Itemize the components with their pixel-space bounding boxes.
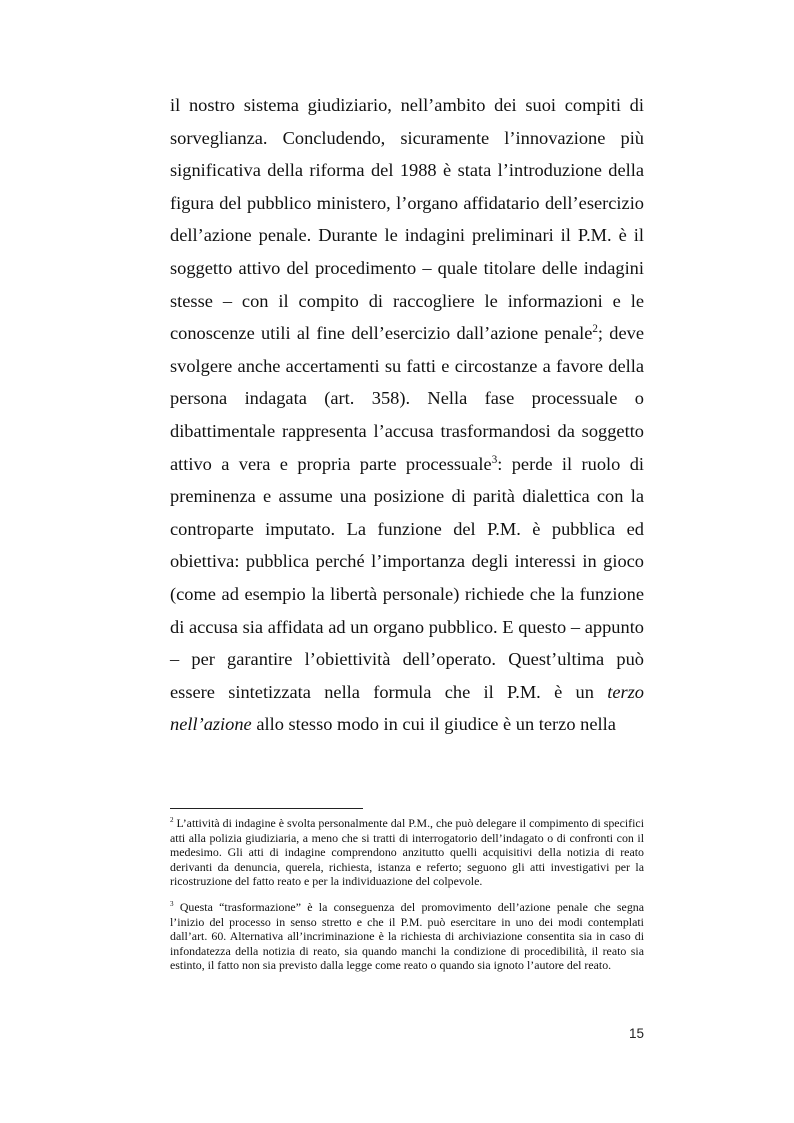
footnote-number: 3 <box>170 900 174 908</box>
page-number: 15 <box>628 1026 644 1041</box>
footnote-text: L’attività di indagine è svolta personalmente dal P.M., che può delegare il compimento di specifici atti alla polizia giudiziaria, a meno che si tratti di interrogatorio dell’indagato o di confronti con il medesimo. Gli atti di indagine comprendono anzitutto quelli acquisitivi della notizia di reato derivanti da denuncia, querela, richiesta, istanza e referto; seguono gli atti investigativi per la ricostruzione del fatto reato e per la individuazione del colpevole. <box>170 816 644 889</box>
footnote-3 <box>170 900 644 973</box>
body-text-part-4: allo stesso modo in cui il giudice è un terzo nella <box>251 714 616 735</box>
footnote-text: Questa “trasformazione” è la conseguenza del promovimento dell’azione penale che segna l’inizio del processo in senso stretto e che il P.M. può esercitare in uno dei modi contemplati dall’art. 60. Alternativa all’incriminazione è la richiesta di archiviazione consentita sia in caso di infondatezza della notizia di reato, sia quando manchi la condizione di procedibilità, il reato sia estinto, il fatto non sia previsto dalla legge come reato o quando sia ignoto l’autore del reato. <box>170 899 644 973</box>
body-text-italic: terzo nell’azione <box>170 681 644 735</box>
footnote-number: 2 <box>170 816 174 825</box>
body-text-part-2: ; deve svolgere anche accertamenti su fatti e circostanze a favore della persona indagata (art. 358). Nella fase processuale o dibattimentale rappresenta l’accusa trasformandosi da soggetto attivo a vera e propria parte processuale <box>170 323 644 474</box>
footnote-reference-3[interactable]: 3 <box>491 453 498 466</box>
footnote-reference-2[interactable]: 2 <box>592 323 598 336</box>
body-text-part-1: il nostro sistema giudiziario, nell’ambito dei suoi compiti di sorveglianza. Concludendo, sicuramente l’innovazione più significativa della riforma del 1988 è stata l’introduzione della figura del pubblico ministero, l’organo affidatario dell’esercizio dell’azione penale. Durante le indagini preliminari il P.M. è il soggetto attivo del procedimento – quale titolare delle indagini stesse – con il compito di raccogliere le informazioni e le conoscenze utili al fine dell’esercizio dall’azione penale <box>170 95 644 344</box>
footnotes-section <box>170 816 644 973</box>
footnote-separator <box>170 808 363 809</box>
footnote-2 <box>170 816 644 889</box>
body-text-part-3: : perde il ruolo di preminenza e assume una posizione di parità dialettica con la controparte imputato. La funzione del P.M. è pubblica ed obiettiva: pubblica perché l’importanza degli interessi in gioco (come ad esempio la libertà personale) richiede che la funzione di accusa sia affidata ad un organo pubblico. E questo – appunto – per garantire l’obiettività dell’operato. Quest’ultima può essere sintetizzata nella formula che il P.M. è un <box>170 453 644 702</box>
body-paragraph <box>170 89 644 741</box>
